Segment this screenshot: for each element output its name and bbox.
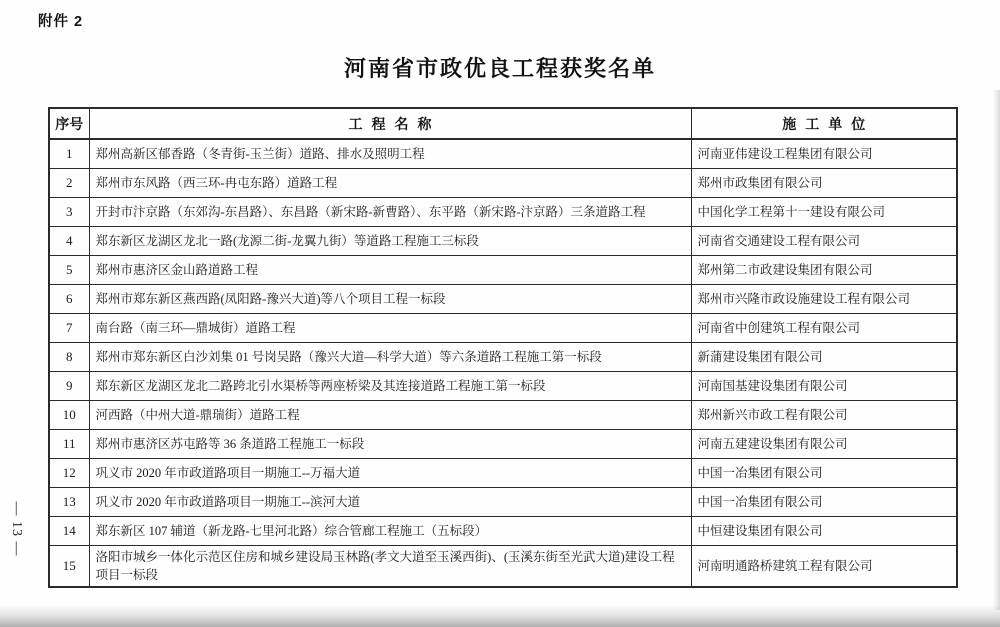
row-serial-number: 8	[49, 342, 89, 371]
scan-edge-right	[993, 90, 1000, 610]
row-project-name: 开封市汴京路（东郊沟-东昌路）、东昌路（新宋路-新曹路）、东平路（新宋路-汴京路）三条道路工程	[89, 197, 691, 226]
row-serial-number: 10	[49, 400, 89, 429]
row-serial-number: 11	[49, 429, 89, 458]
header-project-name: 工程名称	[89, 108, 691, 139]
scan-edge-bottom	[0, 605, 1000, 627]
row-serial-number: 14	[49, 516, 89, 545]
row-contractor: 中国一冶集团有限公司	[691, 487, 957, 516]
header-serial-number: 序号	[49, 108, 89, 139]
row-project-name: 郑州市惠济区苏屯路等 36 条道路工程施工一标段	[89, 429, 691, 458]
table-row	[49, 255, 957, 284]
awards-table	[48, 107, 958, 588]
row-contractor: 河南省中创建筑工程有限公司	[691, 313, 957, 342]
row-project-name: 郑州市惠济区金山路道路工程	[89, 255, 691, 284]
row-project-name: 郑州市东风路（西三环-冉屯东路）道路工程	[89, 168, 691, 197]
row-project-name: 郑州市郑东新区燕西路(凤阳路-豫兴大道)等八个项目工程一标段	[89, 284, 691, 313]
row-project-name: 郑东新区龙湖区龙北二路跨北引水渠桥等两座桥梁及其连接道路工程施工第一标段	[89, 371, 691, 400]
row-project-name: 巩义市 2020 年市政道路项目一期施工--万福大道	[89, 458, 691, 487]
row-contractor: 河南国基建设集团有限公司	[691, 371, 957, 400]
row-serial-number: 6	[49, 284, 89, 313]
row-project-name: 洛阳市城乡一体化示范区住房和城乡建设局玉林路(孝文大道至玉溪西街)、(玉溪东街至光武大道)建设工程项目一标段	[89, 545, 691, 587]
table-row	[49, 168, 957, 197]
row-project-name: 郑州高新区郁香路（冬青街-玉兰街）道路、排水及照明工程	[89, 139, 691, 168]
row-contractor: 中恒建设集团有限公司	[691, 516, 957, 545]
row-serial-number: 13	[49, 487, 89, 516]
row-project-name: 郑东新区龙湖区龙北一路(龙源二街-龙翼九街）等道路工程施工三标段	[89, 226, 691, 255]
row-serial-number: 12	[49, 458, 89, 487]
row-contractor: 河南五建建设集团有限公司	[691, 429, 957, 458]
table-row	[49, 284, 957, 313]
row-serial-number: 4	[49, 226, 89, 255]
row-project-name: 郑州市郑东新区白沙刘集 01 号岗吴路（豫兴大道—科学大道）等六条道路工程施工第一标段	[89, 342, 691, 371]
page-number: — 13 —	[9, 501, 24, 557]
table-row	[49, 226, 957, 255]
header-contractor: 施工单位	[691, 108, 957, 139]
table-row	[49, 487, 957, 516]
attachment-label: 附件 2	[38, 14, 84, 30]
table-row	[49, 429, 957, 458]
row-contractor: 河南亚伟建设工程集团有限公司	[691, 139, 957, 168]
row-serial-number: 3	[49, 197, 89, 226]
table-row	[49, 400, 957, 429]
row-contractor: 中国化学工程第十一建设有限公司	[691, 197, 957, 226]
table-row	[49, 313, 957, 342]
row-contractor: 河南明通路桥建筑工程有限公司	[691, 545, 957, 587]
row-serial-number: 2	[49, 168, 89, 197]
row-serial-number: 7	[49, 313, 89, 342]
row-contractor: 河南省交通建设工程有限公司	[691, 226, 957, 255]
row-project-name: 河西路（中州大道-鼎瑞街）道路工程	[89, 400, 691, 429]
table-row	[49, 197, 957, 226]
row-contractor: 郑州第二市政建设集团有限公司	[691, 255, 957, 284]
row-contractor: 新蒲建设集团有限公司	[691, 342, 957, 371]
table-row	[49, 139, 957, 168]
row-project-name: 南台路（南三环—鼎城街）道路工程	[89, 313, 691, 342]
row-contractor: 中国一冶集团有限公司	[691, 458, 957, 487]
row-serial-number: 1	[49, 139, 89, 168]
row-serial-number: 9	[49, 371, 89, 400]
row-serial-number: 5	[49, 255, 89, 284]
awards-table-body	[49, 139, 957, 587]
table-row	[49, 545, 957, 587]
table-row	[49, 371, 957, 400]
row-contractor: 郑州新兴市政工程有限公司	[691, 400, 957, 429]
table-row	[49, 342, 957, 371]
table-header-row	[49, 108, 957, 139]
page-title: 河南省市政优良工程获奖名单	[343, 56, 656, 81]
table-row	[49, 516, 957, 545]
table-row	[49, 458, 957, 487]
row-serial-number: 15	[49, 545, 89, 587]
row-contractor: 郑州市政集团有限公司	[691, 168, 957, 197]
row-project-name: 巩义市 2020 年市政道路项目一期施工--滨河大道	[89, 487, 691, 516]
row-contractor: 郑州市兴隆市政设施建设工程有限公司	[691, 284, 957, 313]
row-project-name: 郑东新区 107 辅道（新龙路-七里河北路）综合管廊工程施工（五标段）	[89, 516, 691, 545]
